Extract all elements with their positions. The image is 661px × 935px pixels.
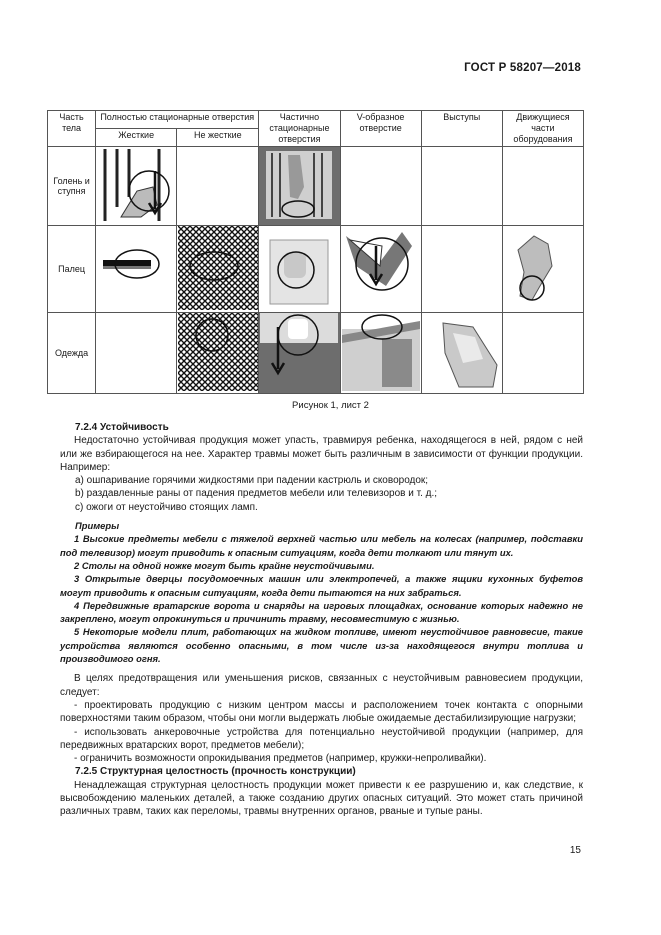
list-item: b) раздавленные раны от падения предметов мебели или телевизоров и т. д.; (75, 488, 438, 500)
pic-leg-rigid (96, 147, 177, 226)
pic-clothing-nonrigid (177, 313, 259, 394)
paragraph: Недостаточно устойчивая продукция может упасть, травмируя ребенка, находящегося в ней, рядом с ней или же взбирающегося на нее. Характер травмы может быть различным в зависимости от функции продукции. Например: (60, 435, 583, 473)
example-item: 3 Открытые дверцы посудомоечных машин или электропечей, а также ящики кухонных буфетов могут приводить к опасным ситуациям, когда дети пытаются на них забраться. (60, 573, 583, 598)
empty-cell (502, 313, 583, 394)
empty-cell (340, 147, 421, 226)
col-moving-parts: Движущиеся части оборудования (502, 111, 583, 147)
hazard-figure-table (47, 110, 584, 394)
paragraph: Ненадлежащая структурная целостность продукции может привести к ее разрушению и, как следствие, к высвобождению маленьких деталей, а также созданию других опасных ситуаций. Это может стать причиной различных травм, таких как переломы, травмы внутренних органов, рваные и тупые раны. (60, 779, 583, 818)
leg-rigid-illustration (97, 147, 175, 223)
standard-header: ГОСТ Р 58207—2018 (464, 62, 581, 74)
figure-caption: Рисунок 1, лист 2 (292, 400, 369, 411)
list-item: - проектировать продукцию с низким центром массы и расположением точек контакта с опорными поверхностями таким образом, чтобы они могли выдержать любые ожидаемые дестабилизирующие нагрузки; (60, 699, 583, 725)
pic-clothing-protrusion (421, 313, 502, 394)
example-item: 2 Столы на одной ножке могут быть крайне неустойчивыми. (74, 559, 375, 571)
section-heading: 7.2.5 Структурная целостность (прочность конструкции) (75, 766, 356, 778)
clothing-nonrigid-illustration (178, 313, 258, 391)
paragraph: В целях предотвращения или уменьшения рисков, связанных с неустойчивым равновесием продукции, следует: (60, 673, 583, 698)
empty-cell (96, 313, 177, 394)
pic-clothing-vshape (340, 313, 421, 394)
example-item: 5 Некоторые модели плит, работающих на жидком топливе, имеют неустойчивое равновесие, такие устройства являются особенно опасными, в том числе из-за находящегося внутри топлива и производимого огня. (60, 626, 583, 665)
list-item: - использовать анкеровочные устройства для потенциально неустойчивой продукции (например, для передвижных вратарских ворот, предметов мебели); (60, 726, 583, 751)
pic-finger-partial (259, 226, 340, 313)
col-partially-fixed: Частично стационарные отверстия (259, 111, 340, 147)
pic-finger-nonrigid (177, 226, 259, 313)
example-item: 4 Передвижные вратарские ворота и снаряды на игровых площадках, основание которых надежно не закреплено, могут опрокинуться и причинить травму, несовместимую с жизнью. (60, 599, 583, 625)
leg-partial-illustration (260, 147, 338, 223)
col-body-part: Часть тела (48, 111, 96, 147)
row-label-clothing: Одежда (48, 313, 96, 394)
finger-rigid-illustration (97, 226, 175, 310)
col-fully-fixed: Полностью стационарные отверстия (96, 111, 259, 129)
row-label-finger: Палец (48, 226, 96, 313)
list-item: a) ошпаривание горячими жидкостями при падении кастрюль и сковородок; (75, 475, 429, 487)
page-number: 15 (569, 845, 581, 856)
pic-clothing-partial (259, 313, 340, 394)
section-7-2-4 (60, 421, 583, 819)
col-v-shaped: V-образное отверстие (340, 111, 421, 147)
col-protrusions: Выступы (421, 111, 502, 147)
sub-nonrigid: Не жесткие (177, 129, 259, 147)
finger-partial-illustration (260, 226, 338, 310)
pic-finger-rigid (96, 226, 177, 313)
empty-cell (177, 147, 259, 226)
example-item: 1 Высокие предметы мебели с тяжелой верхней частью или мебель на колесах (например, подставки под телевизор) могут приводить к опасным ситуациям, когда дети толкают или тянут их. (60, 533, 583, 558)
pic-leg-partial (259, 147, 340, 226)
pic-finger-moving (502, 226, 583, 313)
list-item: c) ожоги от неустойчиво стоящих ламп. (75, 501, 258, 513)
finger-nonrigid-illustration (178, 226, 258, 310)
sub-rigid: Жесткие (96, 129, 177, 147)
finger-moving-illustration (504, 226, 582, 310)
list-item: - ограничить возможности опрокидывания предметов (например, кружки-непроливайки). (74, 753, 487, 765)
section-heading: 7.2.4 Устойчивость (75, 422, 169, 433)
empty-cell (502, 147, 583, 226)
clothing-vshape-illustration (342, 313, 420, 391)
empty-cell (421, 147, 502, 226)
clothing-protrusion-illustration (423, 313, 501, 391)
clothing-partial-illustration (260, 313, 338, 391)
examples-heading: Примеры (75, 520, 120, 532)
pic-finger-vshape (340, 226, 421, 313)
row-label-leg-foot: Голень и ступня (48, 147, 96, 226)
empty-cell (421, 226, 502, 313)
finger-vshape-illustration (342, 226, 420, 310)
